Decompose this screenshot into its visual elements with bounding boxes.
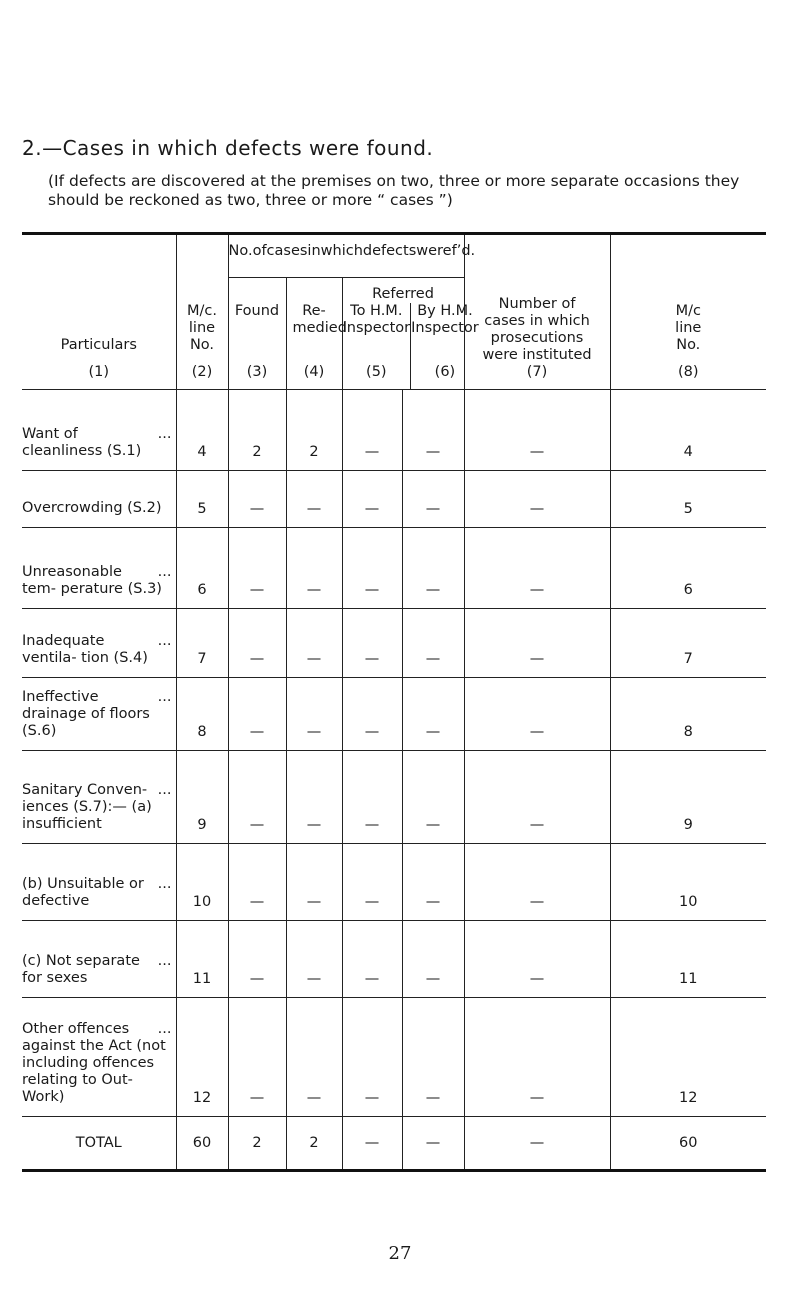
header-mc-line-right-label: M/c line No. [675, 303, 702, 353]
table-row [22, 528, 766, 609]
row-to-hm: — [342, 678, 402, 751]
row-to-hm: — [342, 921, 402, 998]
row-leader-dots: ... [157, 564, 172, 580]
row-prosecutions: — [464, 390, 610, 471]
row-by-hm: — [402, 471, 464, 528]
row-remedied: — [286, 609, 342, 678]
row-found: — [228, 678, 286, 751]
row-prosecutions: — [464, 844, 610, 921]
row-found: — [228, 998, 286, 1117]
row-by-hm: — [402, 921, 464, 998]
row-label: Sanitary Conven- iences (S.7):— (a) insufficient [22, 782, 152, 832]
row-by-hm: — [402, 678, 464, 751]
row-label: Overcrowding (S.2) [22, 500, 162, 516]
header-to-hm-label: To H.M. Inspector [342, 303, 411, 336]
table-row [22, 921, 766, 998]
row-line: 8 [176, 678, 228, 751]
row-found: — [228, 921, 286, 998]
row-by-hm: — [402, 390, 464, 471]
row-prosecutions: — [464, 471, 610, 528]
header-remedied [286, 278, 347, 390]
total-row [22, 1117, 766, 1171]
table-body [22, 390, 766, 1117]
header-top-row [22, 234, 766, 278]
header-mc-line-number: (2) [191, 364, 213, 380]
total-to-hm: — [342, 1117, 402, 1171]
header-mc-line [176, 234, 228, 390]
header-mc-line-label: M/c. line No. [187, 303, 217, 353]
row-to-hm: — [342, 998, 402, 1117]
header-particulars [22, 234, 176, 390]
row-prosecutions: — [464, 921, 610, 998]
row-remedied: 2 [286, 390, 342, 471]
total-prosecutions: — [464, 1117, 610, 1171]
header-prosecutions [464, 234, 610, 390]
row-leader-dots: ... [157, 1021, 172, 1037]
row-found: — [228, 528, 286, 609]
total-by-hm: — [402, 1117, 464, 1171]
row-particulars [22, 528, 176, 609]
table-row [22, 998, 766, 1117]
row-line-right: 12 [610, 998, 766, 1117]
row-by-hm: — [402, 751, 464, 844]
row-label: Want of cleanliness (S.1) [22, 426, 142, 459]
table-row [22, 844, 766, 921]
row-particulars [22, 678, 176, 751]
row-line: 5 [176, 471, 228, 528]
table-row [22, 609, 766, 678]
row-found: — [228, 751, 286, 844]
header-remedied-number: (4) [303, 364, 325, 380]
row-line: 7 [176, 609, 228, 678]
total-remedied: 2 [286, 1117, 342, 1171]
row-particulars [22, 609, 176, 678]
row-line: 11 [176, 921, 228, 998]
row-line-right: 5 [610, 471, 766, 528]
defects-table [22, 232, 766, 1172]
page-number: 27 [388, 1243, 412, 1264]
row-by-hm: — [402, 609, 464, 678]
row-line: 6 [176, 528, 228, 609]
total-label: TOTAL [22, 1117, 176, 1171]
row-line-right: 4 [610, 390, 766, 471]
row-prosecutions: — [464, 528, 610, 609]
row-remedied: — [286, 678, 342, 751]
row-to-hm: — [342, 528, 402, 609]
row-to-hm: — [342, 751, 402, 844]
row-prosecutions: — [464, 998, 610, 1117]
total-line-right: 60 [610, 1117, 766, 1171]
row-leader-dots: ... [157, 426, 172, 442]
row-by-hm: — [402, 528, 464, 609]
header-mc-line-right [610, 234, 766, 390]
row-remedied: — [286, 998, 342, 1117]
row-remedied: — [286, 921, 342, 998]
row-remedied: — [286, 751, 342, 844]
row-label: (c) Not separate for sexes [22, 953, 140, 986]
header-referred [342, 278, 479, 390]
row-found: — [228, 471, 286, 528]
row-prosecutions: — [464, 751, 610, 844]
row-remedied: — [286, 471, 342, 528]
row-leader-dots: ... [157, 876, 172, 892]
row-particulars [22, 751, 176, 844]
row-remedied: — [286, 528, 342, 609]
row-line-right: 6 [610, 528, 766, 609]
row-line: 4 [176, 390, 228, 471]
header-by-hm-label: By H.M. Inspector [411, 303, 479, 336]
row-to-hm: — [342, 471, 402, 528]
row-to-hm: — [342, 609, 402, 678]
row-label: Unreasonable tem- perature (S.3) [22, 564, 162, 597]
row-line: 10 [176, 844, 228, 921]
row-line: 9 [176, 751, 228, 844]
row-line-right: 9 [610, 751, 766, 844]
table-row [22, 751, 766, 844]
row-line-right: 7 [610, 609, 766, 678]
row-leader-dots: ... [157, 633, 172, 649]
header-referred-label: Referred [372, 286, 434, 302]
header-group-title: No.ofcasesinwhichdefectsweref’d. [228, 234, 464, 278]
header-particulars-label: Particulars [60, 337, 137, 353]
row-particulars [22, 471, 176, 528]
total-found: 2 [228, 1117, 286, 1171]
row-label: Ineffective drainage of floors (S.6) [22, 689, 150, 739]
row-leader-dots: ... [157, 953, 172, 969]
header-by-hm [411, 303, 479, 389]
header-prosecutions-number: (7) [526, 364, 548, 380]
header-to-hm [343, 303, 412, 389]
row-line-right: 8 [610, 678, 766, 751]
row-particulars [22, 390, 176, 471]
row-particulars [22, 921, 176, 998]
row-found: — [228, 609, 286, 678]
row-to-hm: — [342, 844, 402, 921]
header-found-label: Found [234, 303, 280, 319]
row-leader-dots: ... [157, 689, 172, 705]
header-by-hm-number: (6) [434, 364, 456, 380]
header-found-number: (3) [246, 364, 268, 380]
row-label: Other offences against the Act (not including offences relating to Out- Work) [22, 1021, 166, 1105]
header-found [228, 278, 286, 390]
row-line-right: 11 [610, 921, 766, 998]
total-line: 60 [176, 1117, 228, 1171]
section-heading: 2.—Cases in which defects were found. [22, 136, 434, 160]
header-to-hm-number: (5) [366, 364, 387, 380]
row-particulars [22, 844, 176, 921]
header-prosecutions-label: Number of cases in which prosecutions were instituted [482, 296, 592, 363]
header-particulars-number: (1) [88, 364, 110, 380]
row-by-hm: — [402, 998, 464, 1117]
table-row [22, 471, 766, 528]
header-mc-line-right-number: (8) [677, 364, 699, 380]
row-by-hm: — [402, 844, 464, 921]
row-label: Inadequate ventila- tion (S.4) [22, 633, 148, 666]
row-found: — [228, 844, 286, 921]
table-row [22, 678, 766, 751]
explanatory-note: (If defects are discovered at the premises on two, three or more separate occasions they should be reckoned as two, three or more “ cases ”) [48, 172, 740, 209]
row-label: (b) Unsuitable or defective [22, 876, 144, 909]
row-found: 2 [228, 390, 286, 471]
row-prosecutions: — [464, 678, 610, 751]
row-to-hm: — [342, 390, 402, 471]
row-remedied: — [286, 844, 342, 921]
row-prosecutions: — [464, 609, 610, 678]
row-leader-dots: ... [157, 782, 172, 798]
row-line-right: 10 [610, 844, 766, 921]
row-particulars [22, 998, 176, 1117]
header-remedied-label: Re- medied [292, 303, 347, 336]
table-row [22, 390, 766, 471]
row-line: 12 [176, 998, 228, 1117]
